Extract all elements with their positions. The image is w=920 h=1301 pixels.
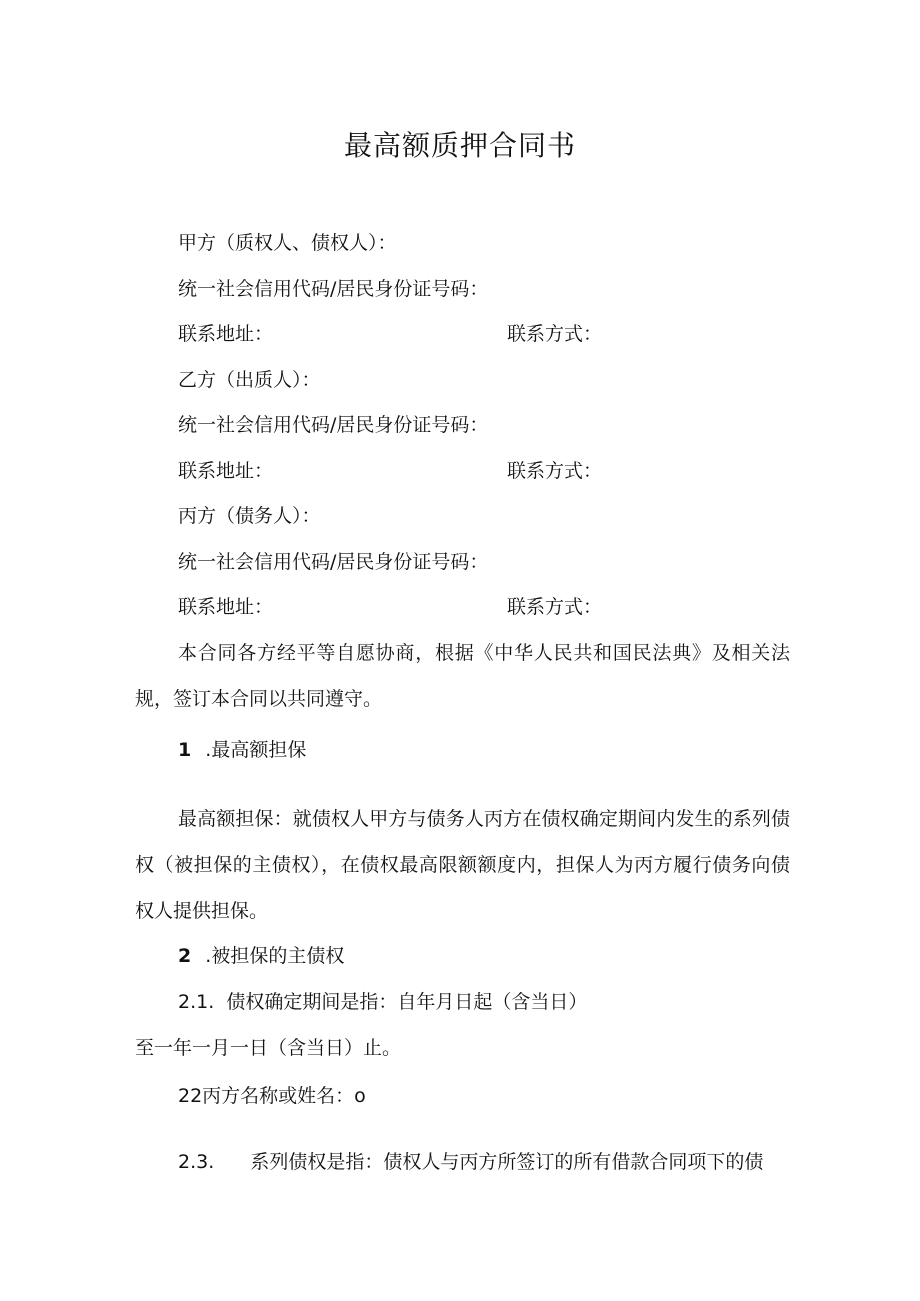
party-b-heading: 乙方（出质人）： (178, 369, 321, 391)
clause-2-1 (178, 990, 587, 1014)
party-c-heading: 丙方（债务人）： (178, 505, 321, 527)
section-1-number: 1 (178, 739, 192, 761)
party-a-id-label: 统一社会信用代码/居民身份证号码： (178, 278, 489, 300)
section-2-heading (178, 944, 344, 968)
document-title: 最高额质押合同书 (343, 129, 576, 162)
party-c-id-label: 统一社会信用代码/居民身份证号码： (178, 551, 489, 573)
party-b-id-label: 统一社会信用代码/居民身份证号码： (178, 414, 489, 436)
clause-2-3-number: 2.3. (178, 1151, 215, 1173)
section-2-title: .被担保的主债权 (205, 945, 345, 967)
section-1-heading (178, 738, 306, 762)
party-a-contact-label: 联系方式： (507, 323, 603, 345)
section-1-title: .最高额担保 (205, 739, 307, 761)
party-b-contact-label: 联系方式： (507, 460, 603, 482)
party-b-address-label: 联系地址： (178, 460, 274, 482)
clause-2-1-continuation: 至一年一月一日（含当日）止。 (135, 1037, 402, 1059)
clause-2-3-text: 系列债权是指：债权人与丙方所签订的所有借款合同项下的债 (250, 1151, 764, 1173)
clause-2-1-text: 债权确定期间是指：自年月日起（含当日） (226, 991, 588, 1013)
party-c-address-label: 联系地址： (178, 596, 274, 618)
clause-2-1-number: 2.1. (178, 991, 215, 1013)
preamble-paragraph: 本合同各方经平等自愿协商，根据《中华人民共和国民法典》及相关法规，签订本合同以共同遵守。 (135, 642, 790, 710)
clause-2-3 (178, 1150, 763, 1174)
section-1-body: 最高额担保：就债权人甲方与债务人丙方在债权确定期间内发生的系列债权（被担保的主债权），在债权最高限额额度内，担保人为丙方履行债务向债权人提供担保。 (135, 808, 790, 922)
party-a-heading: 甲方（质权人、债权人）： (178, 232, 397, 254)
section-2-number: 2 (178, 945, 192, 967)
party-a-address-label: 联系地址： (178, 323, 274, 345)
clause-2-2: 22丙方名称或姓名：o (178, 1085, 366, 1107)
party-c-contact-label: 联系方式： (507, 596, 603, 618)
